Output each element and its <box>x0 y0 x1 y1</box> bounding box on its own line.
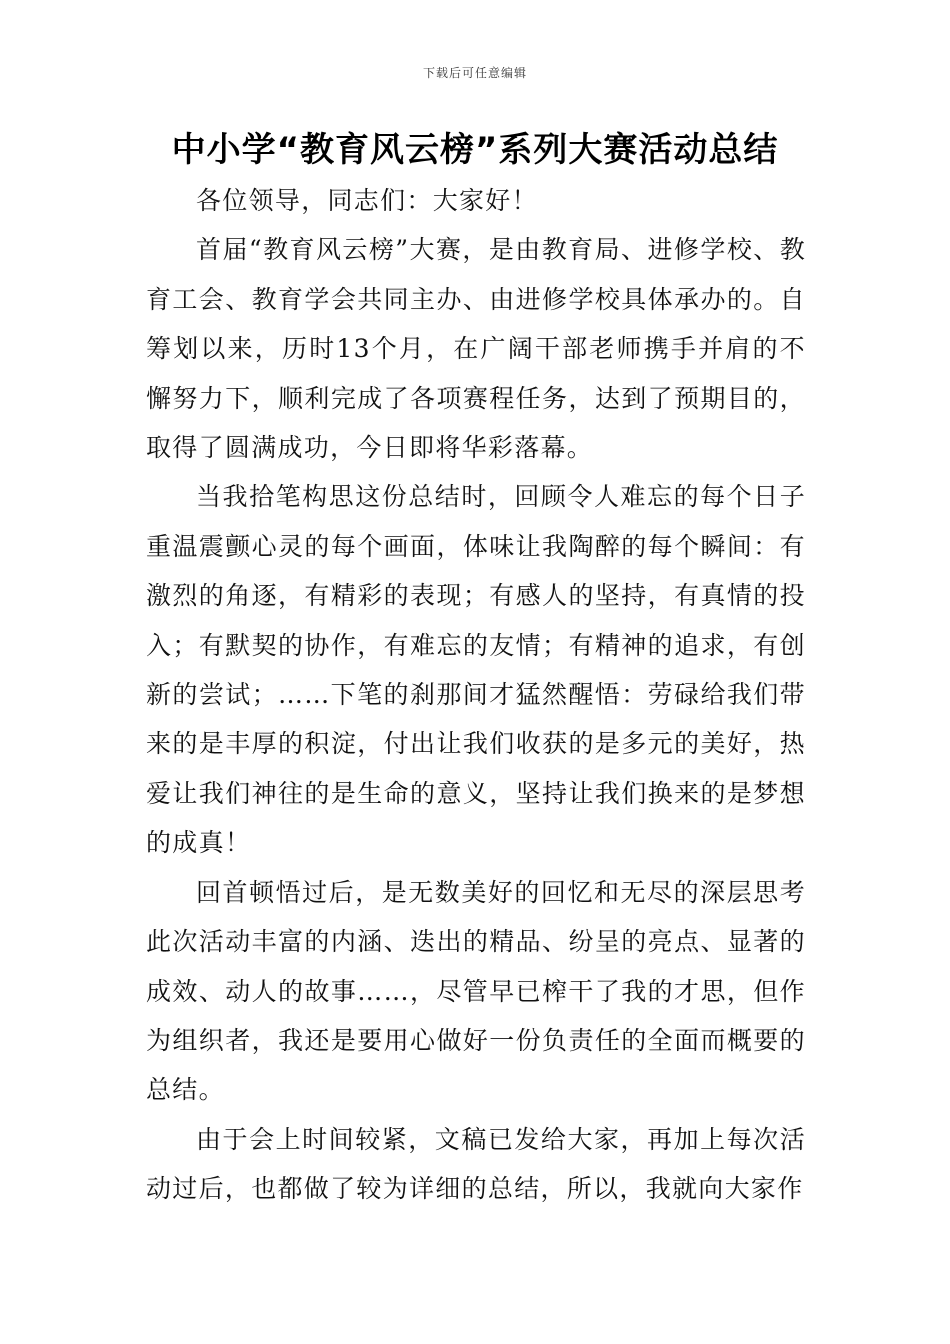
body-paragraph-3: 回首顿悟过后，是无数美好的回忆和无尽的深层思考此次活动丰富的内涵、迭出的精品、纷呈的亮点、显著的成效、动人的故事……，尽管早已榨干了我的才思，但作为组织者，我还是要用心做好一份负责任的全面而概要的总结。 <box>146 877 806 1105</box>
body-paragraph-4: 由于会上时间较紧，文稿已发给大家，再加上每次活动过后，也都做了较为详细的总结，所以，我就向大家作 <box>146 1124 806 1204</box>
document-title: 中小学“教育风云榜”系列大赛活动总结 <box>171 130 779 170</box>
document-body <box>146 176 806 1214</box>
body-paragraph-2: 当我拾笔构思这份总结时，回顾令人难忘的每个日子重温震颤心灵的每个画面，体味让我陶醉的每个瞬间：有激烈的角逐，有精彩的表现；有感人的坚持，有真情的投入；有默契的协作，有难忘的友情；有精神的追求，有创新的尝试；……下笔的刹那间才猛然醒悟：劳碌给我们带来的是丰厚的积淀，付出让我们收获的是多元的美好，热爱让我们神往的是生命的意义，坚持让我们换来的是梦想的成真！ <box>146 482 806 858</box>
header-note: 下载后可任意编辑 <box>422 66 527 80</box>
greeting-paragraph: 各位领导，同志们：大家好！ <box>196 186 538 215</box>
body-paragraph-1: 首届“教育风云榜”大赛，是由教育局、进修学校、教育工会、教育学会共同主办、由进修学校具体承办的。自筹划以来，历时13个月，在广阔干部老师携手并肩的不懈努力下，顺利完成了各项赛程任务，达到了预期目的，取得了圆满成功，今日即将华彩落幕。 <box>146 235 806 463</box>
